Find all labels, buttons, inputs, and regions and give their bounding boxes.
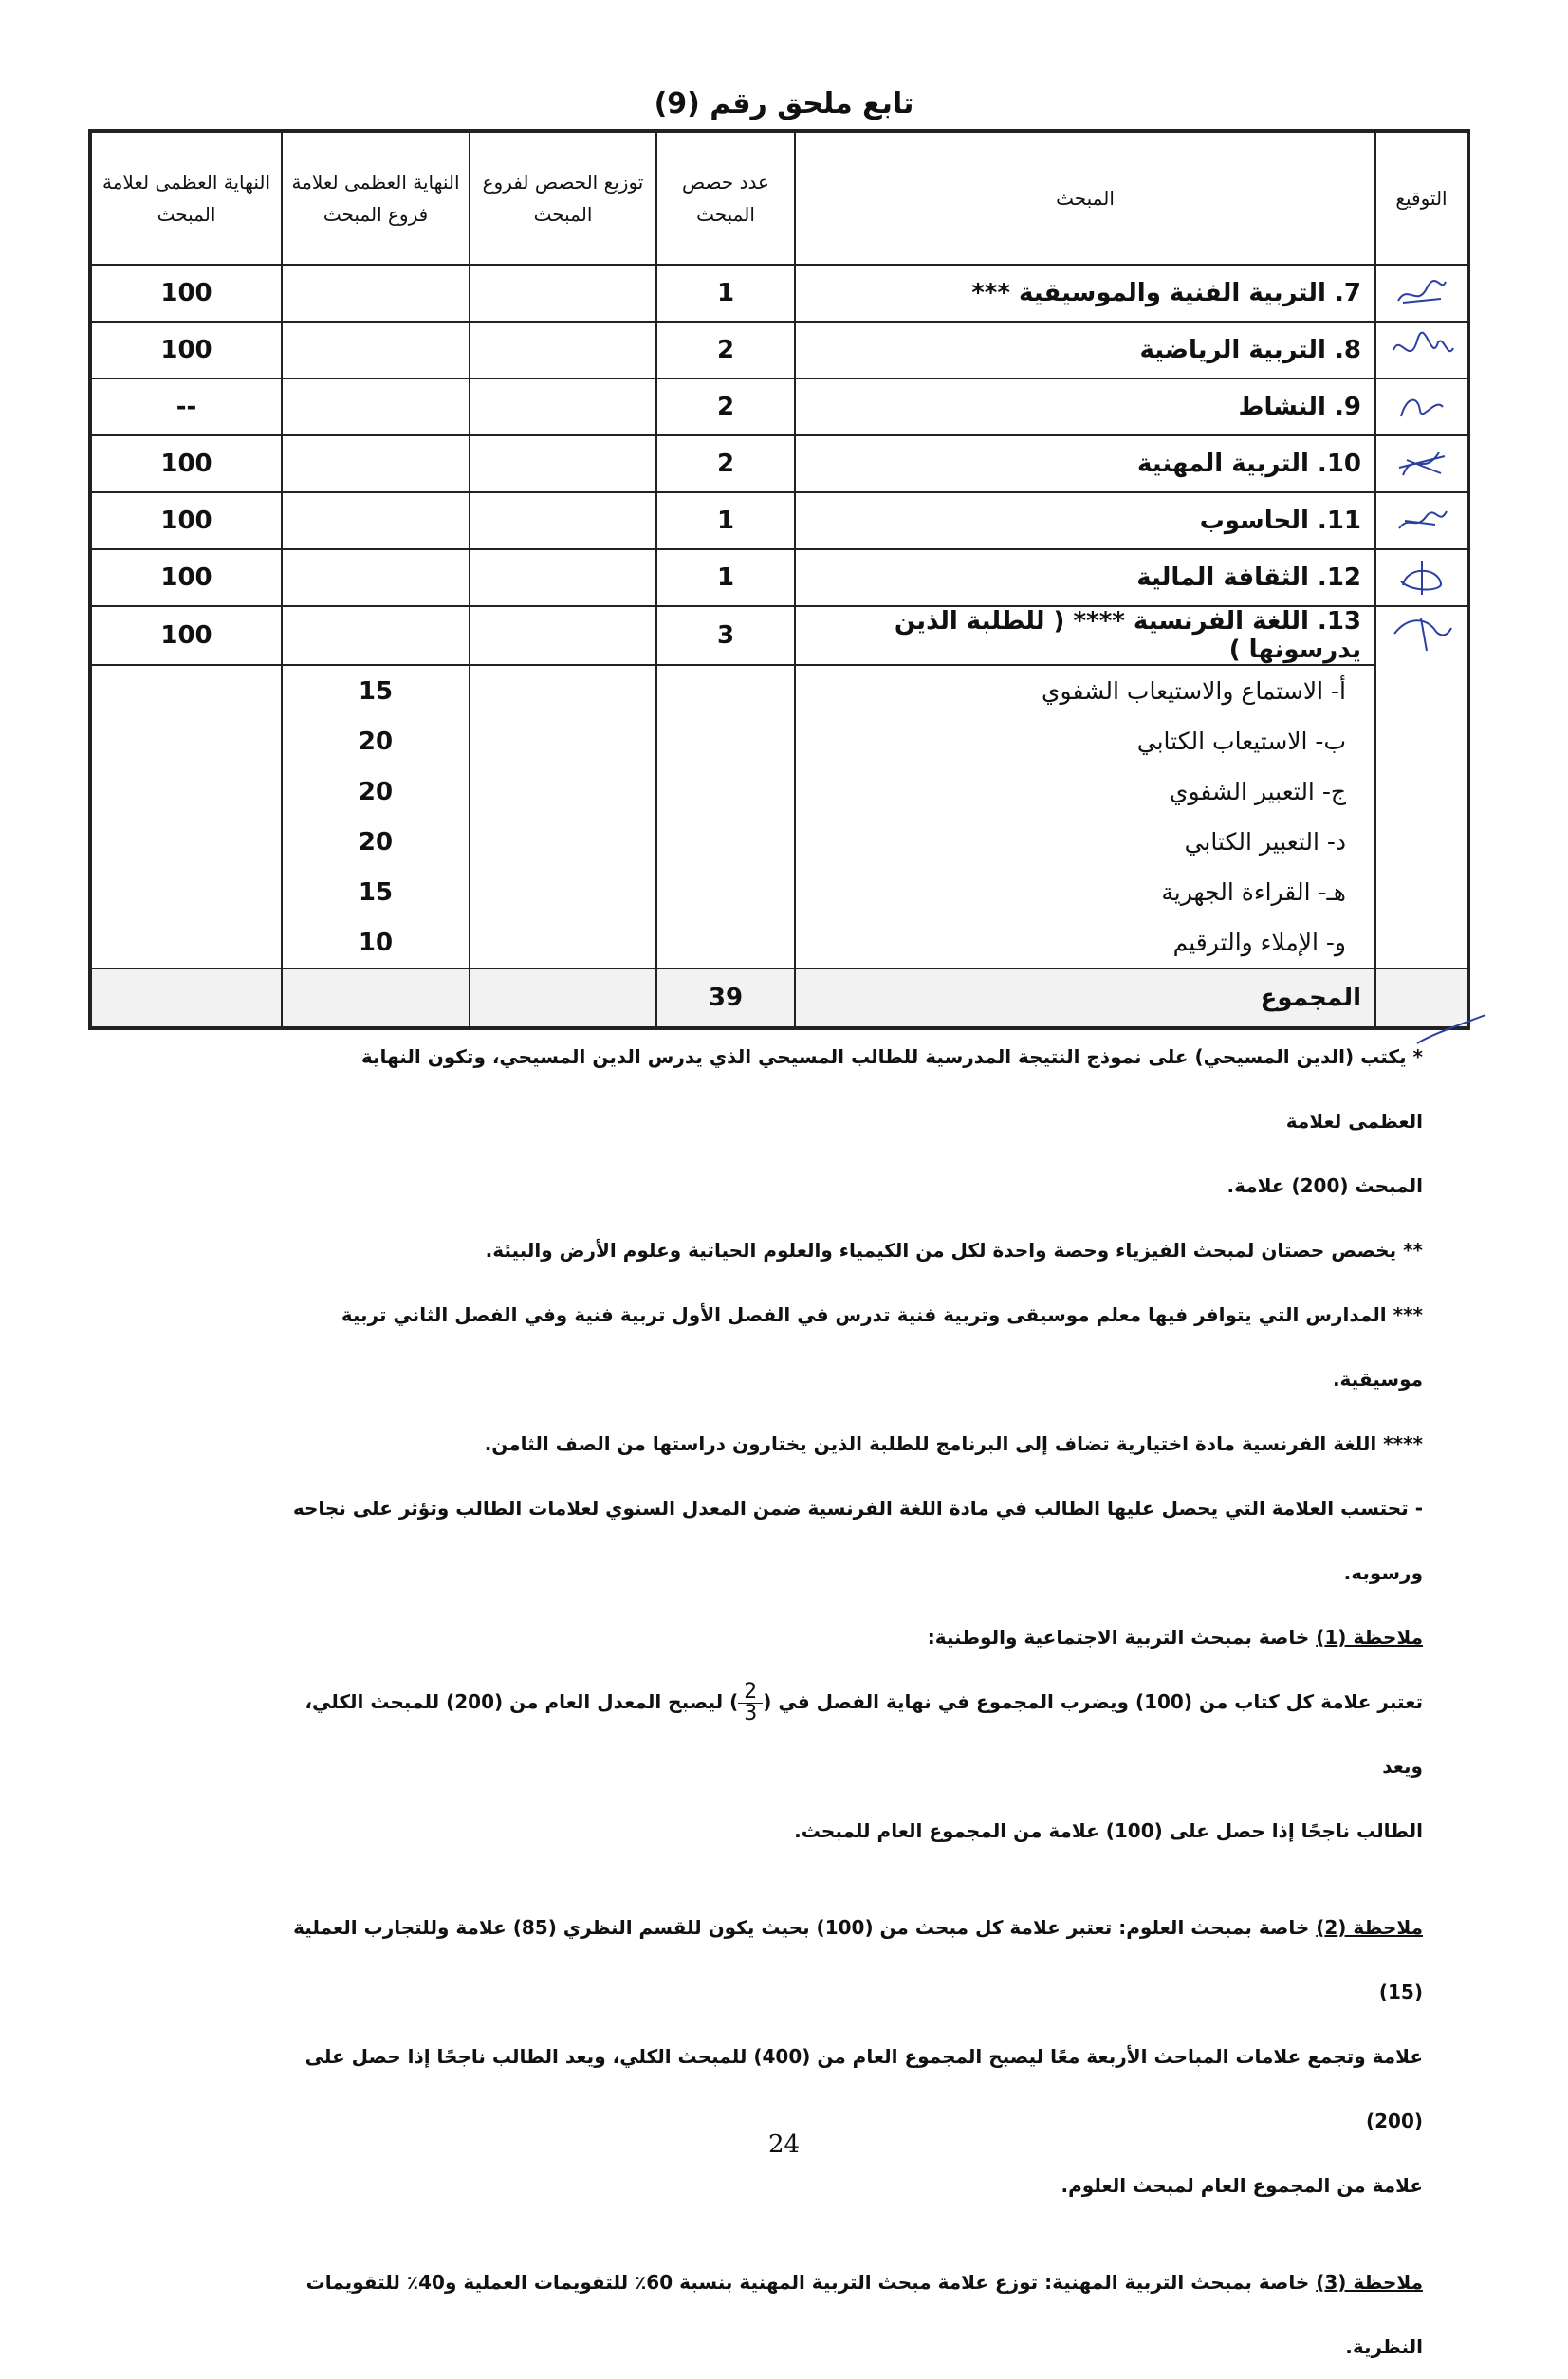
- periods-cell: 3: [656, 606, 795, 665]
- total-distribution-cell: [470, 968, 656, 1028]
- table-row: [90, 322, 1468, 378]
- max-cell: 100: [90, 265, 282, 322]
- curriculum-table-wrapper: [88, 129, 1467, 1030]
- branch-periods-cell: [656, 716, 795, 766]
- signature-cell: [1375, 492, 1468, 549]
- footnote-3: *** المدارس التي يتوافر فيها معلم موسيقى وتربية فنية تدرس في الفصل الأول تربية فنية وفي الفصل الثاني تربية موسيقية.: [341, 1303, 1423, 1391]
- subject-cell: 13. اللغة الفرنسية **** ( للطلبة الذين يدرسونها ): [795, 606, 1375, 665]
- page-number: 24: [767, 2130, 801, 2159]
- branch-distribution-cell: [470, 716, 656, 766]
- total-row: [90, 968, 1468, 1028]
- periods-cell: 1: [656, 492, 795, 549]
- branch-subject-cell: و- الإملاء والترقيم: [795, 917, 1375, 968]
- remark-1-line-1: [285, 1669, 1423, 1798]
- branch-max-cell: 15: [282, 867, 470, 917]
- fraction: [738, 1682, 763, 1724]
- header-distribution: توزيع الحصص لفروع المبحث: [470, 131, 656, 265]
- subject-cell: 11. الحاسوب: [795, 492, 1375, 549]
- subject-cell: 7. التربية الفنية والموسيقية ***: [795, 265, 1375, 322]
- branch-row: [90, 917, 1468, 968]
- signature-icon: [1393, 274, 1450, 312]
- signature-cell: [1375, 322, 1468, 378]
- branch-periods-cell: [656, 867, 795, 917]
- periods-cell: 2: [656, 322, 795, 378]
- distribution-cell: [470, 606, 656, 665]
- max-cell: 100: [90, 606, 282, 665]
- branch-row: [90, 716, 1468, 766]
- periods-cell: 1: [656, 549, 795, 606]
- remark-3-text: خاصة بمبحث التربية المهنية: توزع علامة مبحث التربية المهنية بنسبة 60٪ للتقويمات العملية و40٪ للتقويمات النظرية.: [305, 2271, 1423, 2358]
- branch-periods-cell: [656, 817, 795, 867]
- table-row: [90, 378, 1468, 435]
- remark-3-line-1: [285, 2250, 1423, 2379]
- branch-total-cell: [90, 665, 282, 716]
- header-subject: المبحث: [795, 131, 1375, 265]
- footnote-2: ** يخصص حصتان لمبحث الفيزياء وحصة واحدة لكل من الكيمياء والعلوم الحياتية وعلوم الأرض والبيئة.: [485, 1239, 1423, 1262]
- remark-2-label: ملاحظة (2): [1316, 1916, 1423, 1939]
- remark-1-line-2: الطالب ناجحًا إذا حصل على (100) علامة من المجموع العام للمبحث.: [794, 1819, 1423, 1842]
- signature-icon: [1393, 445, 1450, 483]
- max-cell: 100: [90, 549, 282, 606]
- branch-max-cell: [282, 378, 470, 435]
- branch-total-cell: [90, 716, 282, 766]
- branch-distribution-cell: [470, 665, 656, 716]
- pen-stroke-icon: [1413, 1011, 1489, 1049]
- signature-icon: [1393, 502, 1450, 540]
- distribution-cell: [470, 492, 656, 549]
- branch-total-cell: [90, 817, 282, 867]
- fraction-denominator: 3: [744, 1702, 758, 1725]
- signature-cell: [1375, 549, 1468, 606]
- header-max: النهاية العظمى لعلامة المبحث: [90, 131, 282, 265]
- signature-icon: [1389, 331, 1455, 369]
- signature-cell: [1375, 435, 1468, 492]
- branch-distribution-cell: [470, 917, 656, 968]
- subject-cell: 8. التربية الرياضية: [795, 322, 1375, 378]
- header-signature: التوقيع: [1375, 131, 1468, 265]
- periods-cell: 2: [656, 435, 795, 492]
- total-label: المجموع: [795, 968, 1375, 1028]
- branch-max-cell: 20: [282, 766, 470, 817]
- footnotes: [285, 1024, 1423, 2379]
- signature-cell: [1375, 265, 1468, 322]
- branch-max-cell: 15: [282, 665, 470, 716]
- footnote-1: * يكتب (الدين المسيحي) على نموذج النتيجة المدرسية للطالب المسيحي الذي يدرس الدين المسيحي، وتكون النهاية العظمى لعلامة: [360, 1045, 1423, 1133]
- signature-icon: [1393, 388, 1450, 426]
- remark-3-label: ملاحظة (3): [1316, 2271, 1423, 2294]
- signature-icon: [1393, 557, 1450, 599]
- remark-2-text: خاصة بمبحث العلوم: تعتبر علامة كل مبحث من (100) بحيث يكون للقسم النظري (85) علامة وللتجارب العملية (15): [293, 1916, 1423, 2003]
- header-branch-max: النهاية العظمى لعلامة فروع المبحث: [282, 131, 470, 265]
- branch-distribution-cell: [470, 817, 656, 867]
- distribution-cell: [470, 378, 656, 435]
- branch-max-cell: 20: [282, 716, 470, 766]
- distribution-cell: [470, 265, 656, 322]
- signature-cell: [1375, 378, 1468, 435]
- table-row: [90, 492, 1468, 549]
- branch-row: [90, 766, 1468, 817]
- spacer: [285, 2218, 1423, 2250]
- signature-icon: [1389, 613, 1455, 655]
- branch-row: [90, 817, 1468, 867]
- footnote-4: **** اللغة الفرنسية مادة اختيارية تضاف إلى البرنامج للطلبة الذين يختارون دراستها من الصف الثامن.: [484, 1432, 1423, 1455]
- distribution-cell: [470, 435, 656, 492]
- total-max-cell: [90, 968, 282, 1028]
- remark-2-line-3: علامة من المجموع العام لمبحث العلوم.: [1061, 2174, 1423, 2197]
- branch-periods-cell: [656, 665, 795, 716]
- distribution-cell: [470, 322, 656, 378]
- curriculum-table: [88, 129, 1470, 1030]
- footnote-1-continued: المبحث (200) علامة.: [1227, 1174, 1423, 1197]
- max-cell: --: [90, 378, 282, 435]
- spacer: [285, 1863, 1423, 1895]
- branch-max-cell: 10: [282, 917, 470, 968]
- remark-1-text-a: تعتبر علامة كل كتاب من (100) ويضرب المجموع في نهاية الفصل في (: [763, 1690, 1423, 1713]
- branch-max-cell: 20: [282, 817, 470, 867]
- branch-periods-cell: [656, 766, 795, 817]
- remark-1-title: خاصة بمبحث التربية الاجتماعية والوطنية:: [927, 1626, 1317, 1649]
- branch-total-cell: [90, 867, 282, 917]
- total-branch-max-cell: [282, 968, 470, 1028]
- periods-cell: 2: [656, 378, 795, 435]
- table-row: [90, 435, 1468, 492]
- branch-max-cell: [282, 435, 470, 492]
- total-periods: 39: [656, 968, 795, 1028]
- footnote-5: - تحتسب العلامة التي يحصل عليها الطالب في مادة اللغة الفرنسية ضمن المعدل السنوي لعلامات الطالب وتؤثر على نجاحه ورسوبه.: [292, 1497, 1423, 1584]
- max-cell: 100: [90, 492, 282, 549]
- branch-subject-cell: هـ- القراءة الجهرية: [795, 867, 1375, 917]
- max-cell: 100: [90, 435, 282, 492]
- page-title: تابع ملحق رقم (9): [654, 87, 914, 120]
- branch-max-cell: [282, 492, 470, 549]
- remark-1-label: ملاحظة (1): [1316, 1626, 1423, 1649]
- branch-subject-cell: ج- التعبير الشفوي: [795, 766, 1375, 817]
- branch-max-cell: [282, 549, 470, 606]
- periods-cell: 1: [656, 265, 795, 322]
- remark-1-text-b: ) ليصبح المعدل العام من (200) للمبحث الكلي، ويعد: [304, 1690, 1423, 1778]
- remark-2-line-2: علامة وتجمع علامات المباحث الأربعة معًا ليصبح المجموع العام من (400) للمبحث الكلي، ويعد الطالب ناجحًا إذا حصل على (200): [304, 2045, 1423, 2132]
- table-row: [90, 265, 1468, 322]
- branch-subject-cell: أ- الاستماع والاستيعاب الشفوي: [795, 665, 1375, 716]
- subject-cell: 12. الثقافة المالية: [795, 549, 1375, 606]
- header-periods: عدد حصص المبحث: [656, 131, 795, 265]
- branch-distribution-cell: [470, 867, 656, 917]
- branch-periods-cell: [656, 917, 795, 968]
- signature-cell: [1375, 606, 1468, 968]
- remark-1-heading: [285, 1605, 1423, 1669]
- table-header-row: [90, 131, 1468, 265]
- fraction-numerator: 2: [738, 1682, 763, 1704]
- remark-2-line-1: [285, 1895, 1423, 2024]
- subject-cell: 9. النشاط: [795, 378, 1375, 435]
- max-cell: 100: [90, 322, 282, 378]
- branch-distribution-cell: [470, 766, 656, 817]
- branch-row: [90, 665, 1468, 716]
- branch-row: [90, 867, 1468, 917]
- branch-total-cell: [90, 766, 282, 817]
- table-row: [90, 606, 1468, 665]
- branch-total-cell: [90, 917, 282, 968]
- distribution-cell: [470, 549, 656, 606]
- branch-max-cell: [282, 322, 470, 378]
- branch-max-cell: [282, 265, 470, 322]
- branch-subject-cell: د- التعبير الكتابي: [795, 817, 1375, 867]
- branch-subject-cell: ب- الاستيعاب الكتابي: [795, 716, 1375, 766]
- branch-max-cell: [282, 606, 470, 665]
- subject-cell: 10. التربية المهنية: [795, 435, 1375, 492]
- table-row: [90, 549, 1468, 606]
